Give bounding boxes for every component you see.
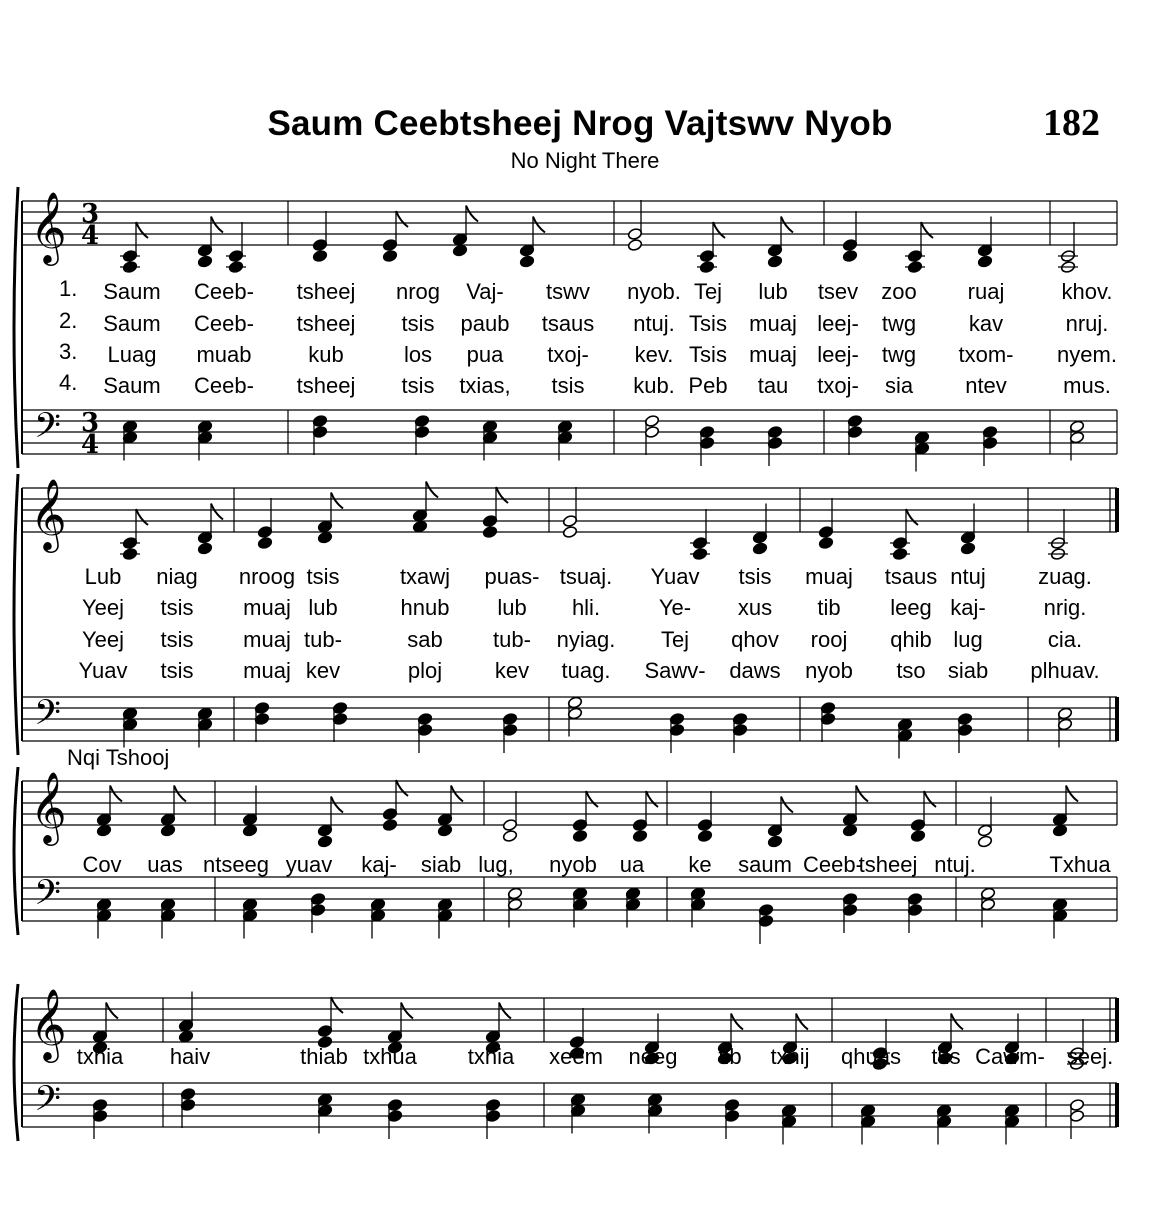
lyric-syllable: tsis — [160, 627, 194, 652]
lyric-syllable: muaj — [805, 564, 853, 589]
lyric-syllable: tsis — [738, 564, 772, 589]
verse-number: 4. — [59, 370, 78, 395]
hymn-number: 182 — [1043, 102, 1100, 144]
lyric-syllable: muaj — [243, 595, 291, 620]
note-flag — [496, 487, 508, 503]
note-flag — [586, 791, 598, 807]
note-flag — [731, 1014, 743, 1030]
lyric-syllable: Peb — [688, 373, 728, 398]
lyric-syllable: sia — [884, 373, 914, 398]
refrain-syllable: yuav — [285, 852, 333, 877]
lyric-syllable: nrog — [395, 279, 441, 304]
refrain-syllable: qhuas — [841, 1044, 901, 1069]
refrain-syllable: tsheej — [858, 852, 918, 877]
lyric-syllable: Yeej — [81, 627, 125, 652]
lyric-syllable: Yeej — [81, 595, 125, 620]
note-flag — [921, 222, 933, 238]
lyric-syllable: twg — [881, 342, 917, 367]
lyric-syllable: xus — [737, 595, 773, 620]
lyric-syllable: khov. — [1061, 279, 1113, 304]
alto-note — [572, 829, 587, 842]
lyric-syllable: kev — [305, 658, 341, 683]
lyric-syllable: lub — [497, 595, 527, 620]
refrain-syllable: txhia — [76, 1044, 124, 1069]
lyric-syllable: plhuav. — [1030, 658, 1100, 683]
verse-number: 1. — [59, 276, 78, 301]
note-flag — [136, 509, 148, 525]
lyric-syllable: Lub — [84, 564, 122, 589]
treble-clef: 𝄞 — [30, 477, 67, 550]
lyric-syllable: zuag. — [1038, 564, 1092, 589]
lyric-syllable: hnub — [400, 595, 450, 620]
alto-note — [197, 542, 212, 555]
lyric-syllable: paub — [460, 311, 510, 336]
lyric-syllable: tsis — [160, 658, 194, 683]
refrain-syllable: ua — [619, 852, 645, 877]
lyric-syllable: daws — [729, 658, 781, 683]
lyric-syllable: txoj- — [817, 373, 859, 398]
note-flag — [451, 786, 463, 802]
lyric-syllable: Ye- — [658, 595, 692, 620]
refrain-syllable: txhia — [467, 1044, 515, 1069]
alto-note — [437, 824, 452, 837]
lyric-syllable: Luag — [107, 342, 157, 367]
note-flag — [796, 1014, 808, 1030]
refrain-syllable: ntseeg — [202, 852, 270, 877]
lyric-syllable: tsheej — [296, 373, 356, 398]
verse-number: 2. — [59, 308, 78, 333]
note-flag — [646, 791, 658, 807]
refrain-syllable: ke — [688, 852, 712, 877]
alto-note — [452, 244, 467, 257]
alto-note — [767, 835, 782, 848]
lyric-syllable: txias, — [459, 373, 511, 398]
alto-note — [1052, 824, 1067, 837]
lyric-syllable: leej- — [817, 311, 859, 336]
time-signature-bottom: 4 — [81, 430, 100, 460]
refrain-syllable: uas — [147, 852, 183, 877]
lyric-syllable: kev — [494, 658, 530, 683]
lyric-syllable: pua — [466, 342, 504, 367]
lyric-syllable: kav — [968, 311, 1004, 336]
alto-note — [482, 525, 497, 538]
lyric-syllable: Ceeb- — [194, 279, 254, 304]
lyric-syllable: lug — [953, 627, 983, 652]
lyric-syllable: lub — [758, 279, 788, 304]
lyric-syllable: Tsis — [689, 342, 727, 367]
lyric-syllable: tswv — [546, 279, 590, 304]
alto-note — [96, 824, 111, 837]
alto-note — [627, 238, 642, 251]
bass-clef: 𝄢 — [34, 872, 62, 921]
refrain-syllable: txhij — [770, 1044, 810, 1069]
alto-note — [317, 531, 332, 544]
lyric-syllable: leej- — [817, 342, 859, 367]
lyric-syllable: qhib — [890, 627, 932, 652]
lyric-syllable: nyob — [805, 658, 853, 683]
lyric-syllable: sab — [407, 627, 443, 652]
lyric-syllable: niag — [156, 564, 198, 589]
lyric-syllable: rooj — [810, 627, 848, 652]
lyric-syllable: Ceeb- — [194, 311, 254, 336]
note-flag — [174, 786, 186, 802]
lyric-syllable: leeg — [890, 595, 932, 620]
lyric-syllable: tsaus — [884, 564, 938, 589]
refrain-syllable: Ceeb- — [803, 852, 863, 877]
note-flag — [906, 509, 918, 525]
system-bracket — [14, 767, 18, 935]
treble-clef: 𝄞 — [30, 987, 67, 1060]
note-flag — [426, 482, 438, 498]
alto-note — [767, 255, 782, 268]
refrain-syllable: txhua — [363, 1044, 417, 1069]
time-signature-top: 3 — [81, 199, 100, 229]
system-bracket — [14, 187, 18, 468]
lyric-syllable: tsis — [160, 595, 194, 620]
refrain-syllable: tus — [931, 1044, 961, 1069]
lyric-syllable: nroog — [238, 564, 296, 589]
refrain-syllable: Cawm- — [975, 1044, 1045, 1069]
lyric-syllable: muaj — [243, 658, 291, 683]
lyric-syllable: nruj. — [1065, 311, 1109, 336]
lyric-syllable: qhov — [731, 627, 779, 652]
lyric-syllable: tsis — [551, 373, 585, 398]
lyric-syllable: mus. — [1063, 373, 1111, 398]
note-flag — [781, 797, 793, 813]
bass-clef: 𝄢 — [34, 692, 62, 741]
refrain-syllable: xeem — [549, 1044, 603, 1069]
refrain-syllable: Txhua — [1049, 852, 1111, 877]
note-flag — [781, 217, 793, 233]
note-flag — [499, 1003, 511, 1019]
lyric-syllable: Yuav — [650, 564, 700, 589]
refrain-syllable: neeg — [628, 1044, 678, 1069]
lyric-syllable: tsis — [306, 564, 340, 589]
alto-note — [632, 829, 647, 842]
alto-note — [317, 835, 332, 848]
alto-note — [178, 1030, 193, 1043]
lyric-syllable: kub — [308, 342, 344, 367]
system-bracket — [14, 474, 18, 755]
refrain-syllable: thiab — [300, 1044, 348, 1069]
lyric-syllable: muaj — [243, 627, 291, 652]
time-signature-top: 3 — [81, 408, 100, 438]
lyric-syllable: siab — [947, 658, 989, 683]
lyric-syllable: tso — [896, 658, 926, 683]
lyric-syllable: hli. — [571, 595, 601, 620]
hymn-subtitle: No Night There — [510, 148, 660, 173]
note-flag — [211, 504, 223, 520]
note-flag — [533, 217, 545, 233]
lyric-syllable: tsev — [817, 279, 859, 304]
lyric-syllable: ntuj — [950, 564, 986, 589]
alto-note — [960, 542, 975, 555]
bass-clef: 𝄢 — [34, 405, 62, 454]
alto-note — [160, 824, 175, 837]
alto-note — [502, 829, 517, 842]
lyric-syllable: txoj- — [547, 342, 589, 367]
alto-note — [257, 536, 272, 549]
lyric-syllable: twg — [881, 311, 917, 336]
lyric-syllable: tsis — [401, 311, 435, 336]
refrain-label: Nqi Tshooj — [67, 745, 170, 770]
lyric-syllable: txawj — [399, 564, 451, 589]
lyric-syllable: tsheej — [296, 279, 356, 304]
hymn-title: Saum Ceebtsheej Nrog Vajtswv Nyob — [267, 104, 893, 143]
lyric-syllable: nyob. — [627, 279, 681, 304]
note-flag — [106, 1003, 118, 1019]
note-flag — [466, 206, 478, 222]
refrain-syllable: siab — [420, 852, 462, 877]
alto-note — [412, 520, 427, 533]
alto-note — [842, 249, 857, 262]
alto-note — [697, 829, 712, 842]
alto-note — [910, 829, 925, 842]
alto-note — [242, 824, 257, 837]
note-flag — [331, 493, 343, 509]
lyric-syllable: Saum — [103, 311, 161, 336]
lyric-syllable: Ceeb- — [194, 373, 254, 398]
lyric-syllable: ntev — [965, 373, 1007, 398]
note-flag — [110, 786, 122, 802]
note-flag — [401, 1003, 413, 1019]
verse-number: 3. — [59, 339, 78, 364]
note-flag — [396, 780, 408, 796]
treble-clef: 𝄞 — [30, 190, 67, 263]
lyric-syllable: nyem. — [1057, 342, 1117, 367]
alto-note — [977, 835, 992, 848]
alto-note — [519, 255, 534, 268]
lyric-syllable: Yuav — [78, 658, 128, 683]
lyric-syllable: Saum — [103, 279, 161, 304]
lyric-syllable: muab — [196, 342, 252, 367]
lyric-syllable: Tsis — [689, 311, 727, 336]
lyric-syllable: Sawv- — [644, 658, 706, 683]
refrain-syllable: haiv — [169, 1044, 211, 1069]
lyric-syllable: nyiag. — [556, 627, 616, 652]
lyric-syllable: tsaus — [541, 311, 595, 336]
refrain-syllable: nyob — [549, 852, 597, 877]
refrain-syllable: Cov — [82, 852, 122, 877]
note-flag — [136, 222, 148, 238]
lyric-syllable: tsis — [401, 373, 435, 398]
lyric-syllable: kev. — [634, 342, 674, 367]
note-flag — [713, 222, 725, 238]
lyric-syllable: tsheej — [296, 311, 356, 336]
lyric-syllable: muaj — [749, 311, 797, 336]
lyric-syllable: nrig. — [1043, 595, 1087, 620]
lyric-syllable: cia. — [1047, 627, 1083, 652]
alto-note — [382, 818, 397, 831]
refrain-syllable: saum — [738, 852, 792, 877]
note-flag — [856, 786, 868, 802]
note-flag — [1066, 786, 1078, 802]
lyric-syllable: tib — [817, 595, 841, 620]
alto-note — [818, 536, 833, 549]
lyric-syllable: ntuj. — [633, 311, 675, 336]
lyric-syllable: kub. — [633, 373, 675, 398]
note-flag — [211, 217, 223, 233]
lyric-syllable: Tej — [693, 279, 723, 304]
refrain-syllable: tib — [718, 1044, 742, 1069]
note-flag — [396, 211, 408, 227]
lyric-syllable: kaj- — [950, 595, 986, 620]
note-flag — [951, 1014, 963, 1030]
lyric-syllable: Tej — [660, 627, 690, 652]
lyric-syllable: txom- — [958, 342, 1014, 367]
lyric-syllable: zoo — [881, 279, 917, 304]
bass-clef: 𝄢 — [34, 1078, 62, 1127]
alto-note — [562, 525, 577, 538]
lyric-syllable: muaj — [749, 342, 797, 367]
time-signature-bottom: 4 — [81, 221, 100, 251]
lyric-syllable: Saum — [103, 373, 161, 398]
alto-note — [977, 255, 992, 268]
note-flag — [331, 797, 343, 813]
alto-note — [312, 249, 327, 262]
lyric-syllable: lub — [308, 595, 338, 620]
note-flag — [331, 997, 343, 1013]
lyric-syllable: los — [403, 342, 433, 367]
note-flag — [924, 791, 936, 807]
refrain-syllable: lug, — [478, 852, 514, 877]
lyric-syllable: puas- — [484, 564, 540, 589]
lyric-syllable: ploj — [407, 658, 443, 683]
lyric-syllable: tau — [757, 373, 789, 398]
lyric-syllable: tub- — [304, 627, 342, 652]
lyric-syllable: ruaj — [967, 279, 1005, 304]
alto-note — [752, 542, 767, 555]
lyric-syllable: tsuaj. — [559, 564, 613, 589]
system-bracket — [14, 984, 18, 1141]
lyric-syllable: tuag. — [561, 658, 611, 683]
alto-note — [842, 824, 857, 837]
alto-note — [197, 255, 212, 268]
treble-clef: 𝄞 — [30, 770, 67, 843]
refrain-syllable: seej. — [1066, 1044, 1114, 1069]
refrain-syllable: ntuj. — [934, 852, 976, 877]
lyric-syllable: Vaj- — [466, 279, 504, 304]
alto-note — [382, 249, 397, 262]
lyric-syllable: tub- — [493, 627, 531, 652]
refrain-syllable: kaj- — [361, 852, 397, 877]
